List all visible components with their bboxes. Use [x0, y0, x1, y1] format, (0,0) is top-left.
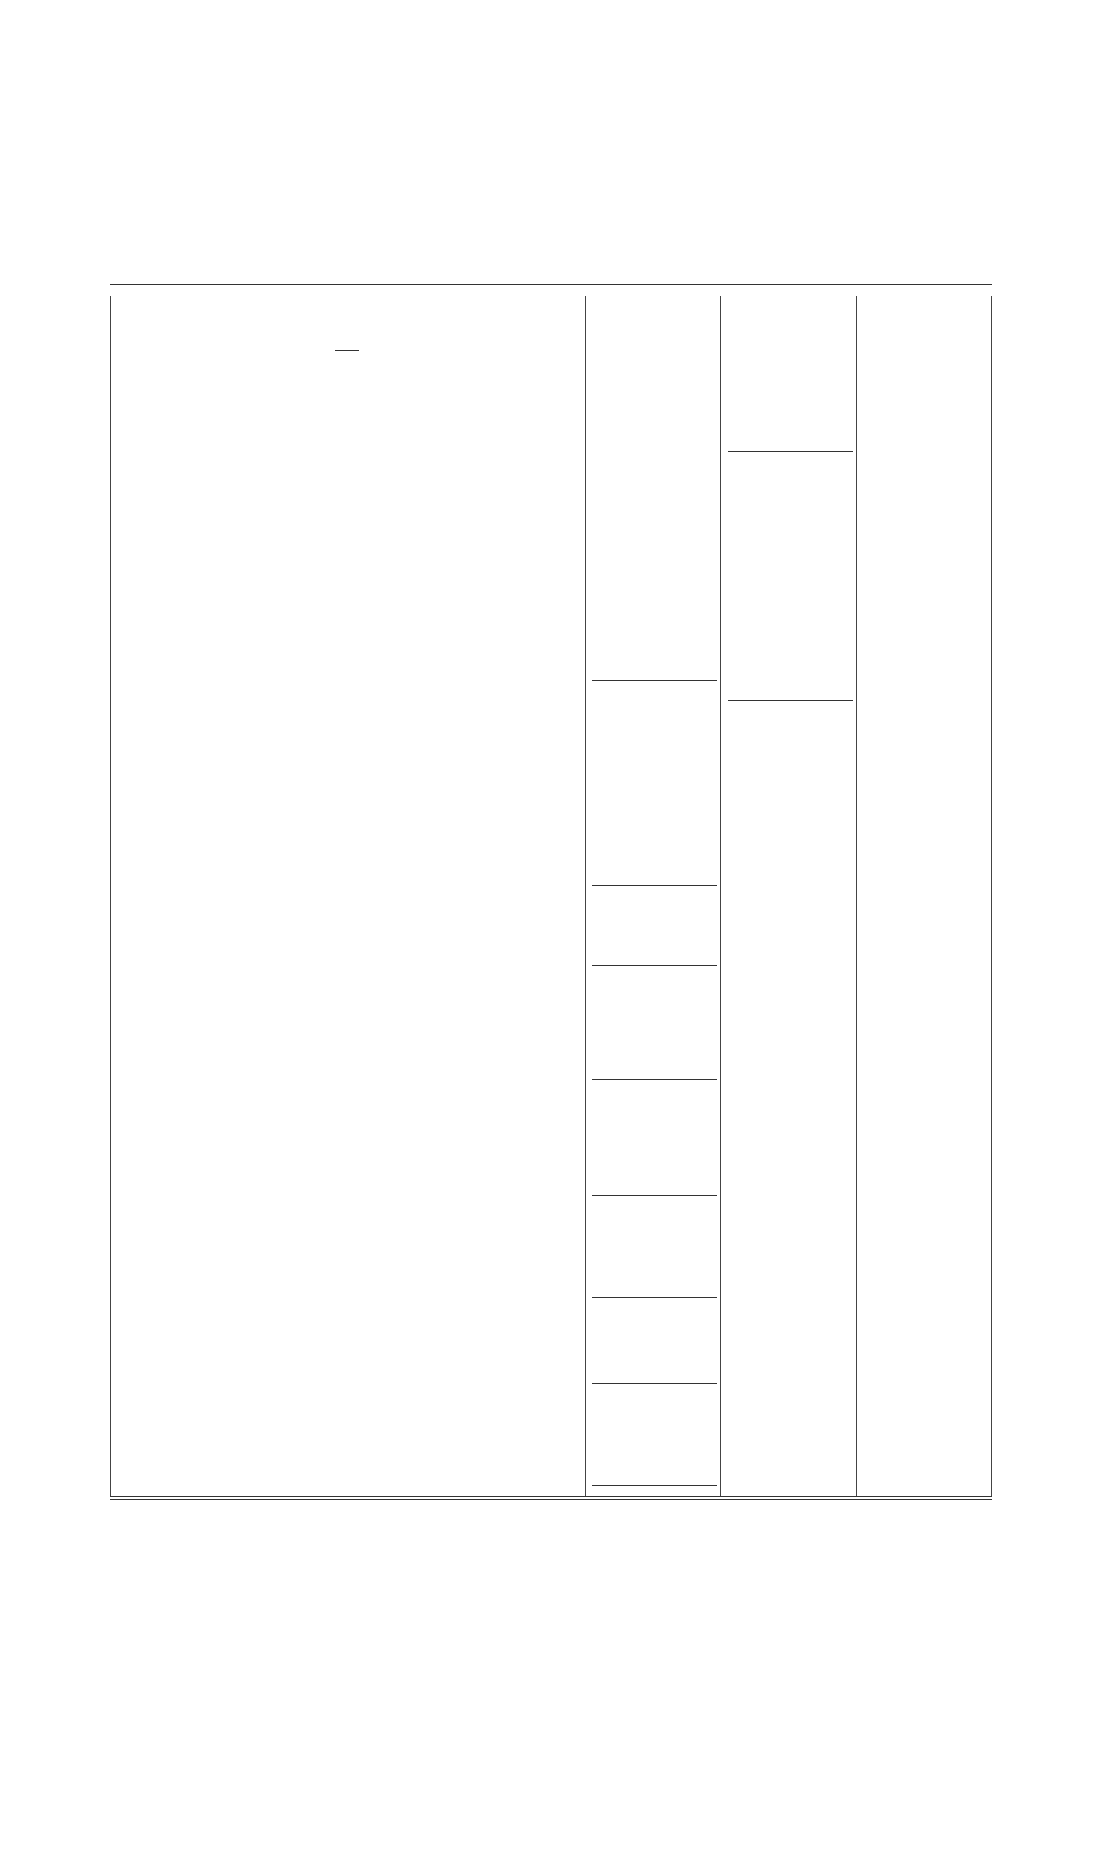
- subtotal-rule: [592, 1195, 717, 1196]
- subtotal-rule: [592, 680, 717, 681]
- subtotal-rule: [728, 451, 853, 452]
- heading-rule: [335, 350, 359, 351]
- table-top-rule: [110, 284, 992, 285]
- column-divider-2: [720, 296, 721, 1496]
- table-bottom-rule-2: [110, 1499, 992, 1500]
- column-divider-1: [585, 296, 586, 1496]
- subtotal-rule: [592, 1485, 717, 1486]
- table-left-border: [110, 296, 111, 1496]
- subtotal-rule: [592, 965, 717, 966]
- table-bottom-rule: [110, 1496, 992, 1497]
- subtotal-rule: [592, 1383, 717, 1384]
- subtotal-rule: [592, 1079, 717, 1080]
- subtotal-rule: [728, 700, 853, 701]
- column-divider-3: [856, 296, 857, 1496]
- subtotal-rule: [592, 1297, 717, 1298]
- subtotal-rule: [592, 885, 717, 886]
- table-right-border: [991, 296, 992, 1496]
